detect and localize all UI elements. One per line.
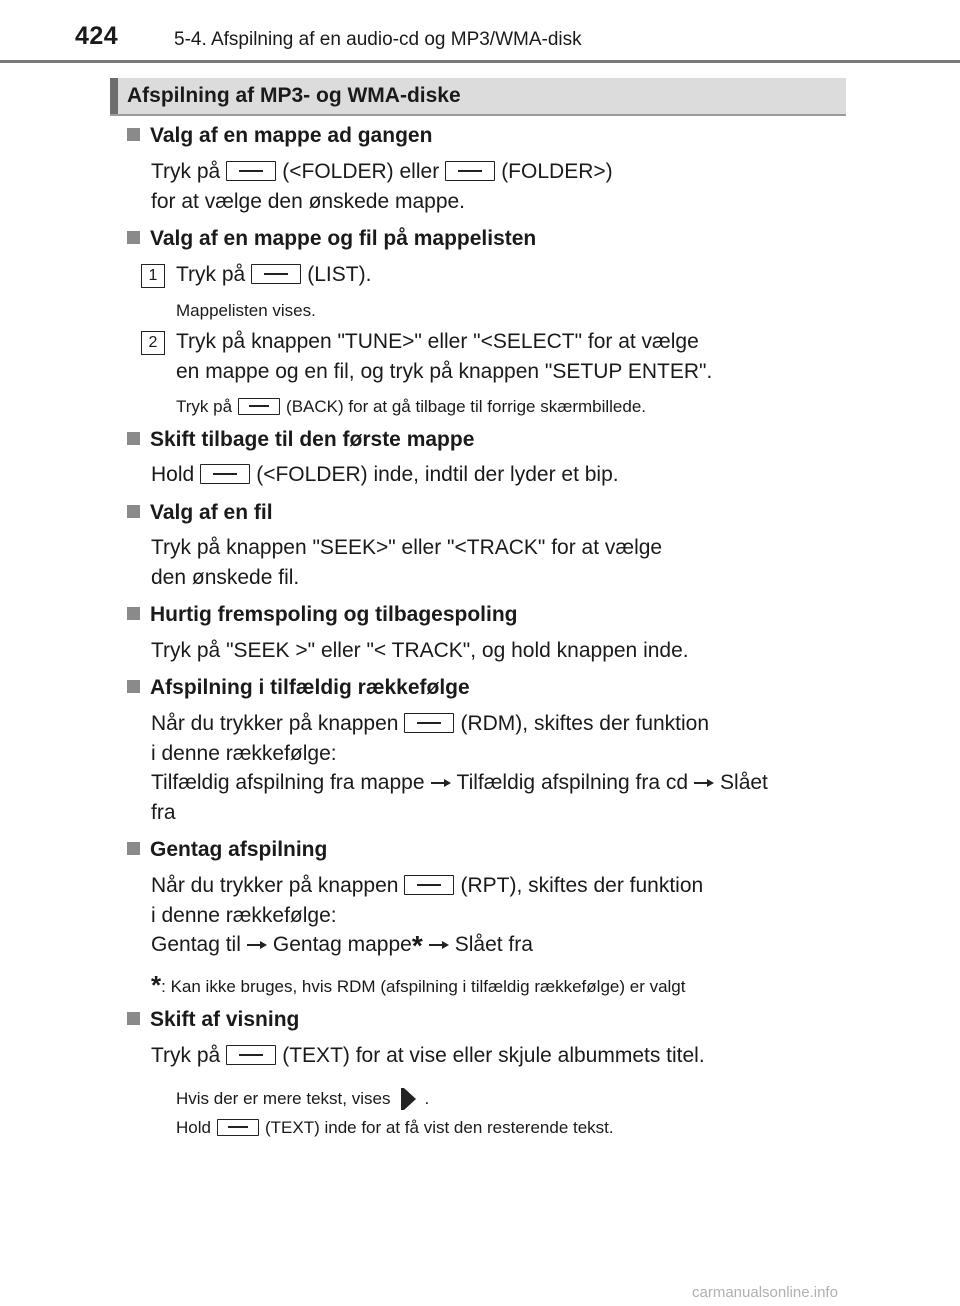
heading-text: Skift tilbage til den første mappe — [150, 428, 475, 451]
text: Tilfældig afspilning fra cd — [456, 771, 689, 794]
text: . — [424, 1089, 430, 1108]
text: (<FOLDER) eller — [282, 160, 440, 183]
section-band-title: Afspilning af MP3- og WMA-diske — [127, 84, 461, 107]
square-bullet-icon — [127, 680, 140, 693]
paragraph-line: den ønskede fil. — [151, 566, 300, 589]
paragraph-line — [151, 768, 768, 798]
button-icon — [226, 161, 276, 181]
footnote — [151, 970, 686, 1001]
square-bullet-icon — [127, 231, 140, 244]
text: Tryk på — [151, 160, 221, 183]
arrow-right-icon — [429, 939, 449, 949]
footnote-marker: * — [151, 970, 162, 1000]
text: (RDM), skiftes der funktion — [460, 712, 710, 735]
text: (RPT), skiftes der funktion — [460, 874, 704, 897]
heading-first-folder — [127, 428, 474, 452]
text: Gentag mappe — [272, 933, 412, 956]
step-number: 2 — [141, 331, 165, 355]
square-bullet-icon — [127, 1012, 140, 1025]
button-icon — [238, 398, 280, 415]
paragraph-line — [151, 871, 703, 901]
text: (<FOLDER) inde, indtil der lyder et bip. — [256, 463, 619, 486]
heading-text: Valg af en mappe og fil på mappelisten — [150, 227, 537, 250]
paragraph-line: Tryk på knappen "SEEK>" eller "<TRACK" for at vælge — [151, 536, 663, 559]
square-bullet-icon — [127, 607, 140, 620]
watermark: carmanualsonline.info — [692, 1284, 838, 1301]
step-text: Tryk på knappen "TUNE>" eller "<SELECT" for at vælge — [176, 330, 699, 353]
paragraph-line — [151, 709, 709, 739]
text: : Kan ikke bruges, hvis RDM (afspilning i tilfældig rækkefølge) er valgt — [161, 977, 686, 996]
button-icon — [226, 1045, 276, 1065]
button-icon — [200, 464, 250, 484]
text: Tryk på — [151, 1044, 221, 1067]
text: (TEXT) inde for at få vist den resterende tekst. — [264, 1118, 614, 1137]
band-accent — [110, 78, 118, 114]
square-bullet-icon — [127, 842, 140, 855]
heading-folder-list — [127, 227, 536, 251]
heading-text: Hurtig fremspoling og tilbagespoling — [150, 603, 518, 626]
heading-text: Skift af visning — [150, 1008, 300, 1031]
heading-random — [127, 676, 470, 700]
footnote-marker: * — [411, 930, 423, 961]
note — [176, 1088, 429, 1110]
paragraph-line — [151, 460, 619, 490]
text: Gentag til — [151, 933, 241, 956]
text: Hold — [176, 1118, 211, 1137]
heading-folder-select — [127, 124, 432, 148]
text: Hvis der er mere tekst, vises — [176, 1089, 391, 1108]
header-rule — [0, 60, 960, 63]
note: Mappelisten vises. — [176, 301, 316, 320]
button-icon — [217, 1119, 259, 1136]
heading-display — [127, 1008, 299, 1032]
text: (TEXT) for at vise eller skjule albummets titel. — [282, 1044, 705, 1067]
paragraph-line: for at vælge den ønskede mappe. — [151, 190, 466, 213]
heading-text: Afspilning i tilfældig rækkefølge — [150, 676, 470, 699]
paragraph-line: fra — [151, 801, 176, 824]
square-bullet-icon — [127, 432, 140, 445]
text: Når du trykker på knappen — [151, 712, 399, 735]
paragraph-line: i denne rækkefølge: — [151, 904, 337, 927]
text: Tryk på — [176, 397, 233, 416]
note — [176, 1118, 614, 1138]
step-number: 1 — [141, 264, 165, 288]
text: (FOLDER>) — [501, 160, 613, 183]
text: (BACK) for at gå tilbage til forrige skærmbillede. — [286, 397, 647, 416]
button-icon — [445, 161, 495, 181]
note — [176, 397, 646, 417]
text: Tryk på — [176, 263, 246, 286]
heading-repeat — [127, 838, 327, 862]
arrow-right-icon — [694, 777, 714, 787]
section-title: 5-4. Afspilning af en audio-cd og MP3/WMA-disk — [174, 29, 582, 50]
text: (LIST). — [307, 263, 372, 286]
text: Slået — [720, 771, 768, 794]
text: Hold — [151, 463, 195, 486]
more-text-icon — [404, 1088, 416, 1110]
step-text: en mappe og en fil, og tryk på knappen "SETUP ENTER". — [176, 360, 713, 383]
text: Når du trykker på knappen — [151, 874, 399, 897]
paragraph-line — [151, 1041, 705, 1071]
page-header — [0, 0, 960, 64]
paragraph-line: i denne rækkefølge: — [151, 742, 337, 765]
heading-file-select — [127, 501, 273, 525]
heading-text: Valg af en fil — [150, 501, 273, 524]
button-icon — [251, 264, 301, 284]
heading-text: Gentag afspilning — [150, 838, 328, 861]
heading-fast-forward — [127, 603, 518, 627]
arrow-right-icon — [247, 939, 267, 949]
page-number: 424 — [75, 22, 119, 50]
button-icon — [404, 713, 454, 733]
step-text — [176, 260, 371, 290]
paragraph-line — [151, 930, 533, 961]
heading-text: Valg af en mappe ad gangen — [150, 124, 433, 147]
square-bullet-icon — [127, 505, 140, 518]
button-icon — [404, 875, 454, 895]
arrow-right-icon — [431, 777, 451, 787]
paragraph-line — [151, 157, 613, 187]
text: Slået fra — [454, 933, 533, 956]
square-bullet-icon — [127, 128, 140, 141]
text: Tilfældig afspilning fra mappe — [151, 771, 425, 794]
section-band — [110, 78, 846, 116]
paragraph-line: Tryk på "SEEK >" eller "< TRACK", og hold knappen inde. — [151, 639, 689, 662]
